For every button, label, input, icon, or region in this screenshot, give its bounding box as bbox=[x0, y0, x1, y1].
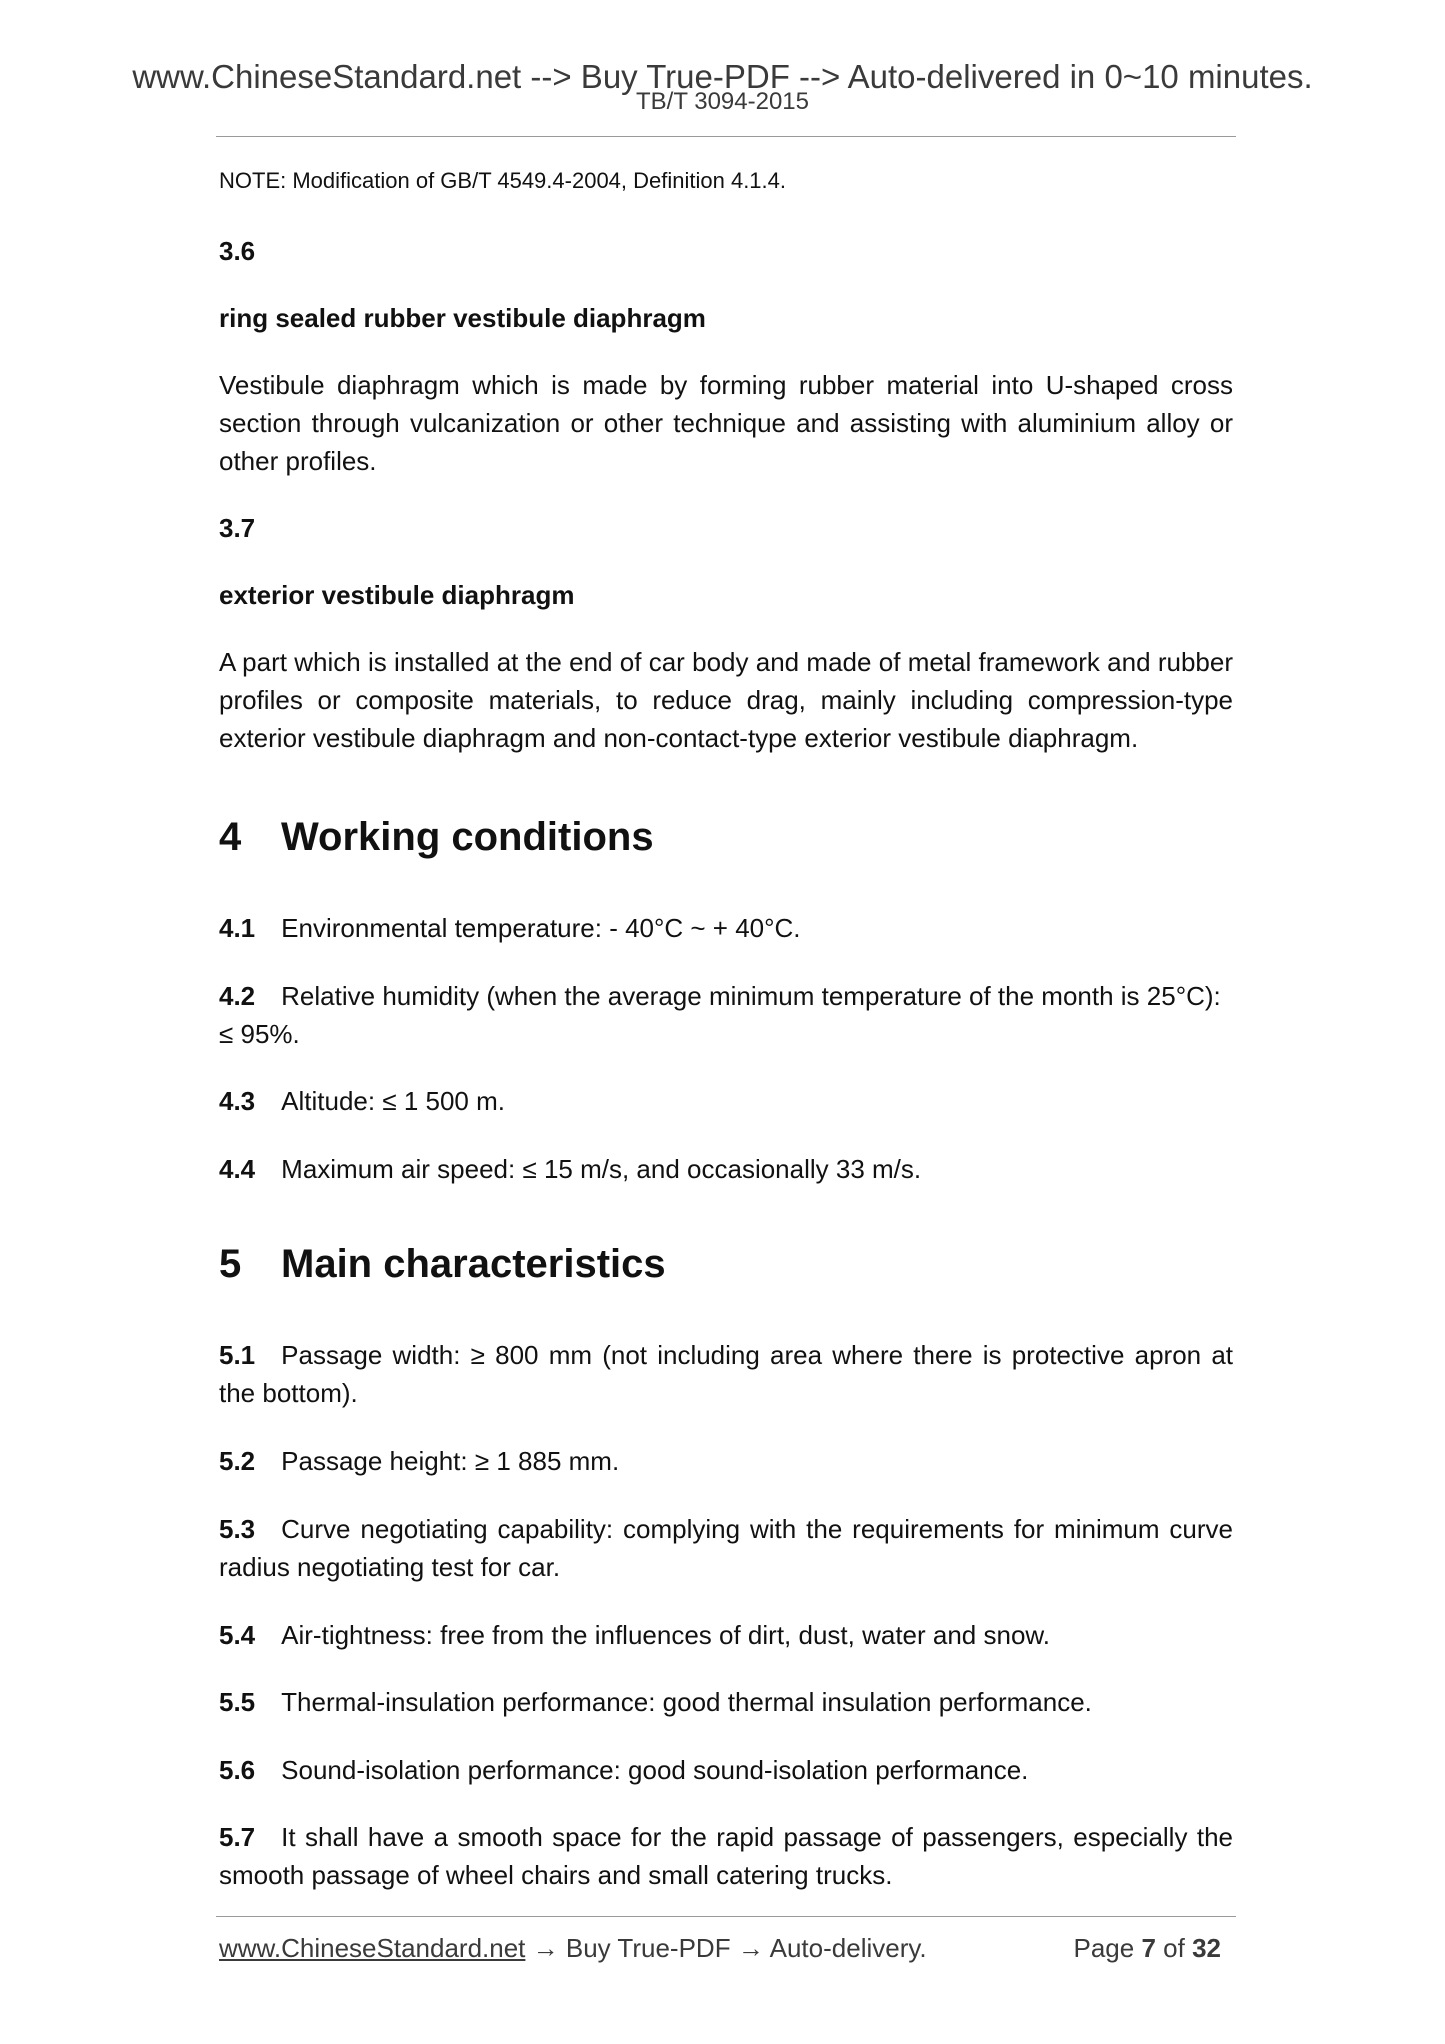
clause bbox=[219, 1510, 1233, 1586]
section-heading bbox=[219, 1241, 1233, 1287]
clause bbox=[219, 1442, 1233, 1480]
term-definition: A part which is installed at the end of car body and made of metal framework and rubber profiles or composite materials, to reduce drag, mainly including compression-type exterior vestibule diaphragm and non-contact-type exterior vestibule diaphragm. bbox=[219, 647, 1233, 753]
footer-divider bbox=[216, 1916, 1236, 1917]
clause-number: 4.1 bbox=[219, 913, 256, 943]
page-current: 7 bbox=[1141, 1933, 1156, 1963]
clause-number: 5.5 bbox=[219, 1687, 256, 1717]
clause-text: Passage width: ≥ 800 mm (not including area where there is protective apron at the bottom). bbox=[219, 1340, 1233, 1408]
section-heading bbox=[219, 814, 1233, 860]
standard-number: TB/T 3094-2015 bbox=[635, 88, 809, 115]
clause-number: 5.4 bbox=[219, 1620, 256, 1650]
clause-number: 5.2 bbox=[219, 1446, 256, 1476]
term-title: exterior vestibule diaphragm bbox=[219, 580, 575, 610]
term-number: 3.6 bbox=[219, 236, 256, 266]
clause bbox=[219, 1616, 1233, 1654]
page-indicator bbox=[1073, 1931, 1221, 1965]
clause-text: Air-tightness: free from the influences of dirt, dust, water and snow. bbox=[281, 1620, 1050, 1650]
clause bbox=[219, 1818, 1233, 1894]
clause-text: It shall have a smooth space for the rapid passage of passengers, especially the smooth passage of wheel chairs and small catering trucks. bbox=[219, 1822, 1233, 1890]
clause-number: 4.3 bbox=[219, 1086, 256, 1116]
footer-site-link[interactable]: www.ChineseStandard.net bbox=[219, 1933, 526, 1963]
section-title: Main characteristics bbox=[281, 1242, 666, 1286]
term-title: ring sealed rubber vestibule diaphragm bbox=[219, 303, 706, 333]
arrow-right-icon: → bbox=[737, 1933, 764, 1963]
clause-number: 4.4 bbox=[219, 1154, 256, 1184]
clause-text: Environmental temperature: - 40°C ~ + 40°C. bbox=[281, 913, 801, 943]
page-total: 32 bbox=[1192, 1933, 1221, 1963]
header-divider bbox=[216, 136, 1236, 137]
clause bbox=[219, 1683, 1233, 1721]
section-number: 4 bbox=[219, 815, 242, 859]
clause bbox=[219, 1082, 1233, 1120]
clause-text: Curve negotiating capability: complying with the requirements for minimum curve radius negotiating test for car. bbox=[219, 1514, 1233, 1582]
clause-number: 4.2 bbox=[219, 981, 256, 1011]
footer-buy-text: Buy True-PDF bbox=[565, 1933, 731, 1963]
clause-text: Passage height: ≥ 1 885 mm. bbox=[281, 1446, 620, 1476]
clause-text: Relative humidity (when the average minimum temperature of the month is 25°C): ≤ 95%. bbox=[219, 981, 1221, 1049]
section-number: 5 bbox=[219, 1242, 242, 1286]
header-banner: www.ChineseStandard.net --> Buy True-PDF --> Auto-delivered in 0~10 minutes. bbox=[132, 58, 1313, 95]
clause-text: Thermal-insulation performance: good thermal insulation performance. bbox=[281, 1687, 1092, 1717]
clause bbox=[219, 1150, 1233, 1188]
footer-delivery-text: Auto-delivery. bbox=[769, 1933, 927, 1963]
clause-text: Altitude: ≤ 1 500 m. bbox=[281, 1086, 505, 1116]
clause bbox=[219, 977, 1233, 1053]
clause bbox=[219, 1336, 1233, 1412]
footer-promo bbox=[219, 1931, 927, 1965]
page-of-label: of bbox=[1163, 1933, 1185, 1963]
clause bbox=[219, 1751, 1233, 1789]
clause-number: 5.7 bbox=[219, 1822, 256, 1852]
term-number: 3.7 bbox=[219, 513, 256, 543]
clause bbox=[219, 909, 1233, 947]
clause-text: Maximum air speed: ≤ 15 m/s, and occasionally 33 m/s. bbox=[281, 1154, 922, 1184]
clause-number: 5.1 bbox=[219, 1340, 256, 1370]
arrow-right-icon: → bbox=[532, 1933, 559, 1963]
section-title: Working conditions bbox=[281, 815, 654, 859]
clause-number: 5.3 bbox=[219, 1514, 256, 1544]
clause-number: 5.6 bbox=[219, 1755, 256, 1785]
page-label: Page bbox=[1073, 1933, 1135, 1963]
note: NOTE: Modification of GB/T 4549.4-2004, Definition 4.1.4. bbox=[219, 168, 787, 193]
clause-text: Sound-isolation performance: good sound-isolation performance. bbox=[281, 1755, 1029, 1785]
term-definition: Vestibule diaphragm which is made by forming rubber material into U-shaped cross section through vulcanization or other technique and assisting with aluminium alloy or other profiles. bbox=[219, 370, 1233, 476]
